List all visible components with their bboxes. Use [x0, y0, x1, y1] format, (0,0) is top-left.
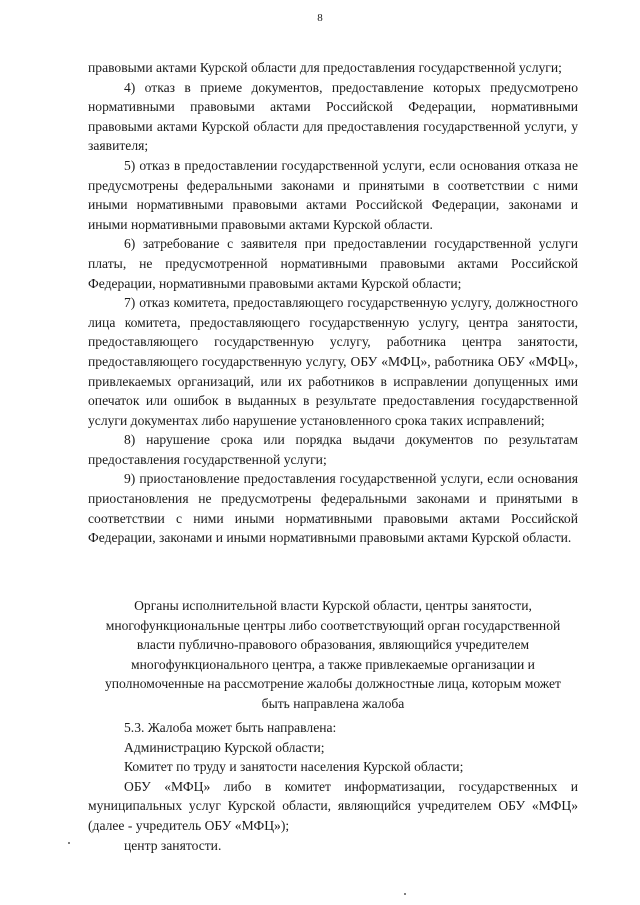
scan-speck [68, 842, 70, 844]
list-item-4: 4) отказ в приеме документов, предоставление которых предусмотрено нормативными правовыми актами Российской Федерации, нормативными правовыми актами Курской области для предоставления государственной услуги, у заявителя; [88, 79, 578, 154]
recipient-item: центр занятости. [124, 837, 222, 853]
paragraph: правовыми актами Курской области для предоставления государственной услуги; [88, 60, 562, 75]
section-5-3-title: 5.3. Жалоба может быть направлена: [124, 720, 337, 735]
recipient-item: ОБУ «МФЦ» либо в комитет информатизации, государственных и муниципальных услуг Курской области, являющийся учредителем ОБУ «МФЦ» (далее - учредитель ОБУ «МФЦ»); [88, 778, 578, 833]
list-item-8: 8) нарушение срока или порядка выдачи документов по результатам предоставления государственной услуги; [88, 432, 578, 467]
list-item-5: 5) отказ в предоставлении государственной услуги, если основания отказа не предусмотрены федеральными законами и принятыми в соответствии с ними иными нормативными правовыми актами Российской Федерации, законами и иными нормативными правовыми актами Курской области. [88, 157, 578, 232]
section-heading [95, 596, 571, 714]
recipient-item: Комитет по труду и занятости населения Курской области; [124, 759, 464, 775]
scan-speck [404, 893, 406, 895]
list-item-6: 6) затребование с заявителя при предоставлении государственной услуги платы, не предусмотренной нормативными правовыми актами Российской Федерации, нормативными правовыми актами Курской области; [88, 236, 578, 291]
list-item-7: 7) отказ комитета, предоставляющего государственную услугу, должностного лица комитета, предоставляющего государственную услугу, центра занятости, предоставляющего государственную услугу, работника центра занятости, предоставляющего государственную услугу, ОБУ «МФЦ», работника ОБУ «МФЦ», привлекаемых организаций, или их работников в исправлении допущенных ими опечаток или ошибок в выданных в результате предоставления государственной услуги документах либо нарушение установленного срока таких исправлений; [88, 295, 578, 428]
page-number: 8 [317, 12, 323, 24]
section-5-3 [88, 718, 578, 855]
list-item-9: 9) приостановление предоставления государственной услуги, если основания приостановления не предусмотрены федеральными законами и принятыми в соответствии с ними иными нормативными правовыми актами Российской Федерации, законами и иными нормативными правовыми актами Курской области. [88, 471, 578, 546]
recipient-item: Администрацию Курской области; [124, 739, 325, 755]
section-heading-text: Органы исполнительной власти Курской области, центры занятости, многофункциональные центры либо соответствующий орган государственной власти публично-правового образования, являющийся учредителем многофункционального центра, а также привлекаемые организации и уполномоченные на рассмотрение жалобы должностные лица, которым может быть направлена жалоба [104, 598, 561, 711]
complaint-grounds-list [88, 58, 578, 548]
